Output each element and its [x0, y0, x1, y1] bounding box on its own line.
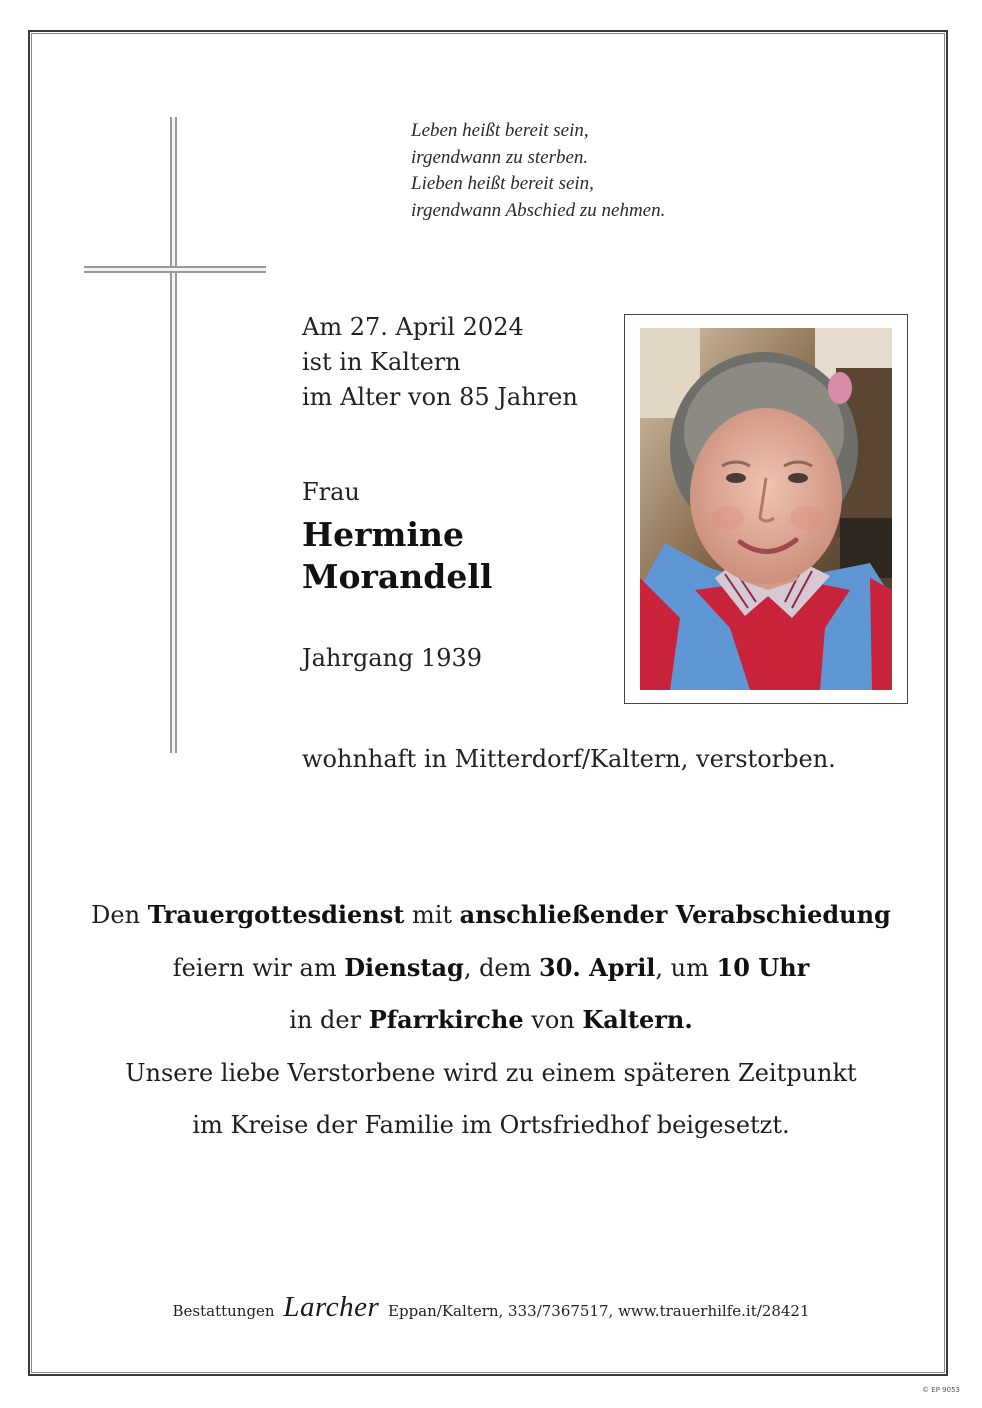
- last-name: Morandell: [302, 557, 493, 596]
- portrait-frame: [624, 314, 908, 704]
- first-name: Hermine: [302, 515, 465, 554]
- footer-prefix: Bestattungen: [172, 1302, 275, 1320]
- poem-line: Leben heißt bereit sein,: [411, 120, 589, 141]
- funeral-service-details: [0, 889, 982, 1152]
- cross-icon: [170, 117, 177, 753]
- cross-bar: [84, 266, 266, 273]
- death-place: ist in Kaltern: [302, 348, 461, 376]
- deceased-name: [302, 514, 492, 598]
- service-line-2: feiern wir am Dienstag, dem 30. April, um 10 Uhr: [172, 952, 810, 982]
- service-line-1: Den Trauergottesdienst mit anschließender Verabschiedung: [91, 900, 891, 929]
- footer-contact: Eppan/Kaltern, 333/7367517, www.trauerhilfe.it/28421: [388, 1302, 810, 1320]
- poem-line: Lieben heißt bereit sein,: [411, 173, 594, 194]
- age-at-death: im Alter von 85 Jahren: [302, 383, 578, 411]
- poem: [411, 118, 665, 224]
- birth-year: Jahrgang 1939: [302, 644, 483, 672]
- death-notice-intro: [302, 310, 578, 415]
- footer: [0, 1292, 982, 1326]
- service-line-3: in der Pfarrkirche von Kaltern.: [289, 1005, 693, 1034]
- service-line-4: Unsere liebe Verstorbene wird zu einem späteren Zeitpunkt: [125, 1058, 857, 1087]
- poem-line: irgendwann Abschied zu nehmen.: [411, 199, 666, 221]
- portrait-illustration: [640, 328, 892, 690]
- death-date: Am 27. April 2024: [302, 313, 524, 341]
- print-code: © EP 9053: [922, 1386, 960, 1394]
- residence: wohnhaft in Mitterdorf/Kaltern, verstorben.: [302, 745, 836, 773]
- portrait-photo: [640, 328, 892, 690]
- salutation: Frau: [302, 478, 360, 506]
- service-line-5: im Kreise der Familie im Ortsfriedhof beigesetzt.: [192, 1111, 790, 1139]
- poem-line: irgendwann zu sterben.: [411, 146, 589, 168]
- funeral-home-logo: Larcher: [283, 1291, 380, 1323]
